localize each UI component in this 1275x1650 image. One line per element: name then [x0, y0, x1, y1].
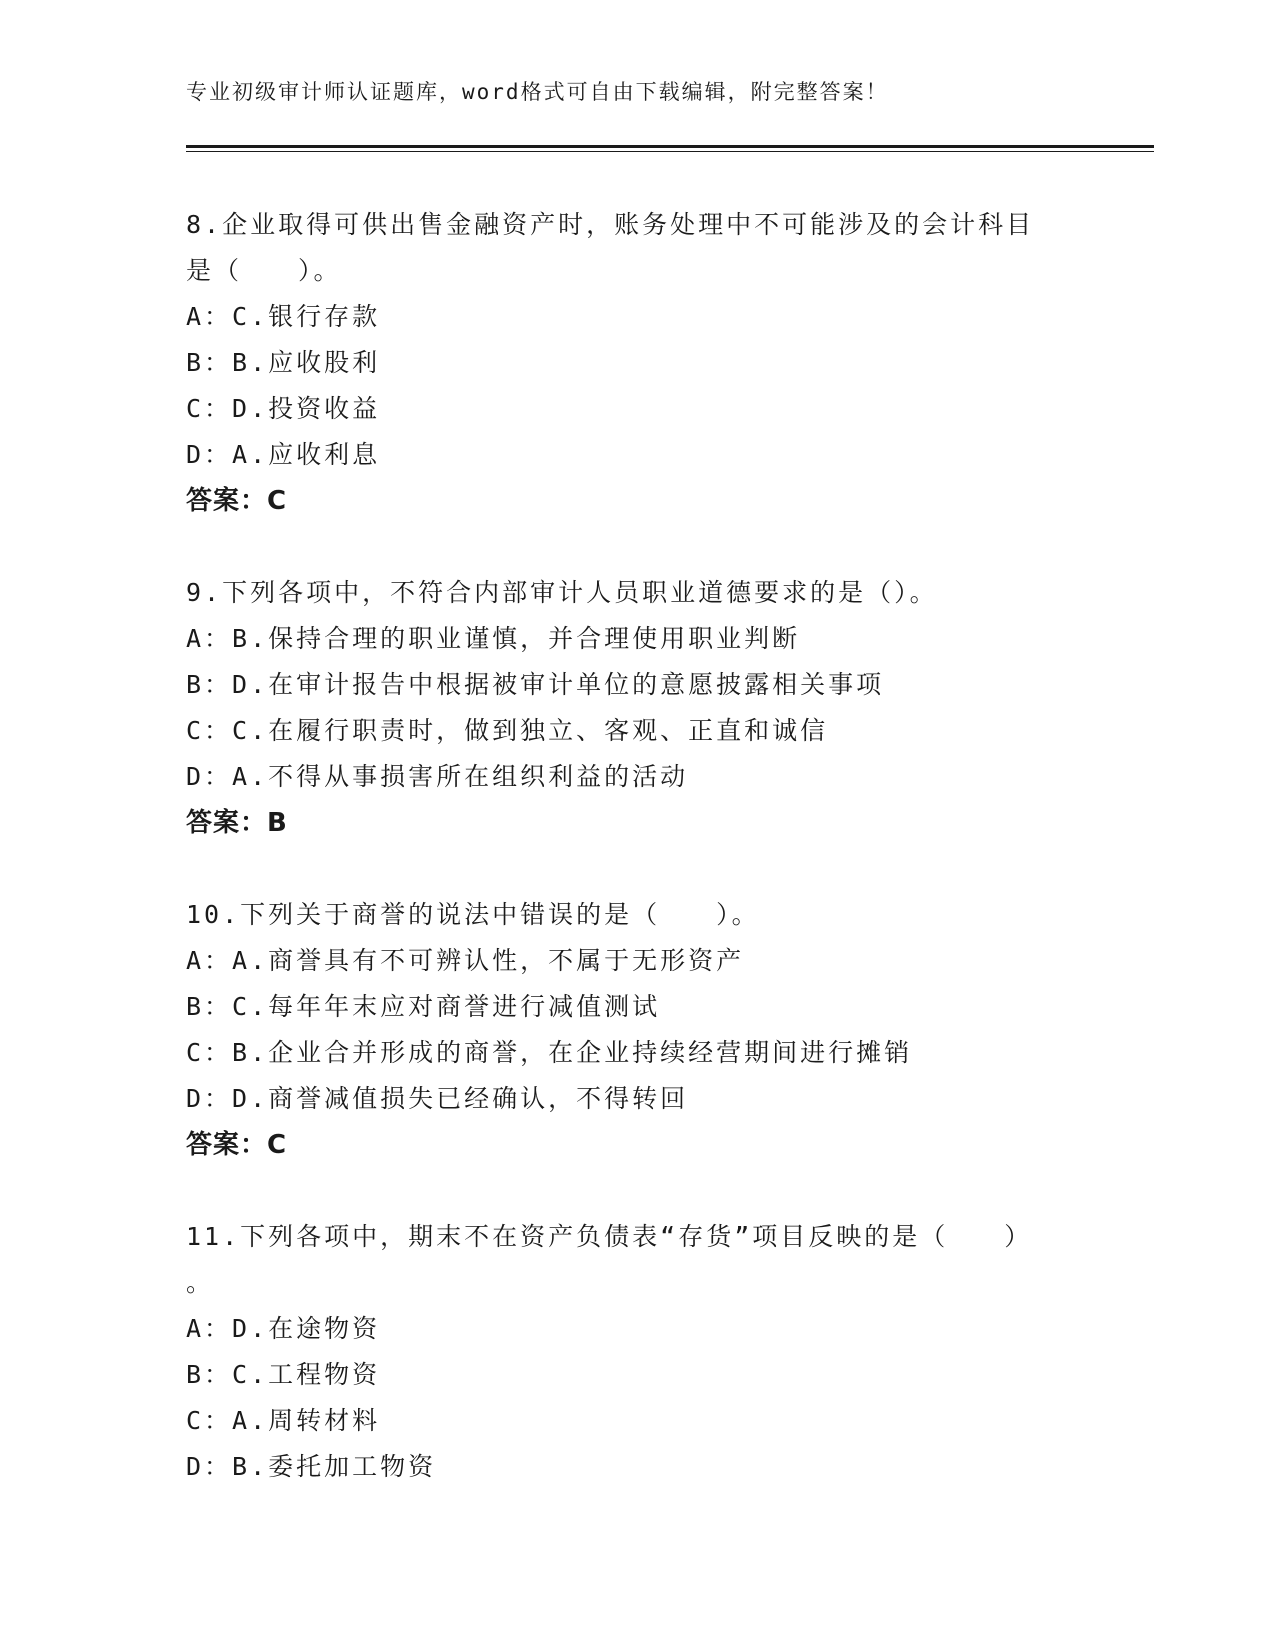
- option-c: C：C.在履行职责时，做到独立、客观、正直和诚信: [186, 716, 829, 745]
- option-c: C：A.周转材料: [186, 1406, 381, 1435]
- option-a: A：B.保持合理的职业谨慎，并合理使用职业判断: [186, 624, 801, 653]
- page-header: 专业初级审计师认证题库，word格式可自由下载编辑，附完整答案！: [186, 80, 889, 104]
- question-10: [186, 892, 1086, 1168]
- answer: 答案：C: [186, 486, 288, 516]
- question-text-continued: 是（ ）。: [186, 256, 342, 285]
- option-b: B：B.应收股利: [186, 348, 381, 377]
- option-d: D：D.商誉减值损失已经确认，不得转回: [186, 1084, 689, 1113]
- question-11: [186, 1214, 1086, 1490]
- option-b: B：D.在审计报告中根据被审计单位的意愿披露相关事项: [186, 670, 885, 699]
- option-b: B：C.工程物资: [186, 1360, 381, 1389]
- question-text: 10.下列关于商誉的说法中错误的是（ ）。: [186, 900, 760, 929]
- option-b: B：C.每年年末应对商誉进行减值测试: [186, 992, 661, 1021]
- option-c: C：D.投资收益: [186, 394, 381, 423]
- question-9: [186, 570, 1086, 846]
- option-a: A：A.商誉具有不可辨认性，不属于无形资产: [186, 946, 745, 975]
- option-d: D：B.委托加工物资: [186, 1452, 437, 1481]
- option-a: A：D.在途物资: [186, 1314, 381, 1343]
- answer: 答案：B: [186, 808, 288, 838]
- header-divider-thin: [186, 151, 1154, 152]
- option-a: A：C.银行存款: [186, 302, 381, 331]
- answer: 答案：C: [186, 1130, 288, 1160]
- option-d: D：A.应收利息: [186, 440, 381, 469]
- option-d: D：A.不得从事损害所在组织利益的活动: [186, 762, 689, 791]
- question-text-continued: 。: [186, 1268, 215, 1297]
- option-c: C：B.企业合并形成的商誉，在企业持续经营期间进行摊销: [186, 1038, 913, 1067]
- header-divider-thick: [186, 145, 1154, 148]
- question-text: 9.下列各项中，不符合内部审计人员职业道德要求的是（）。: [186, 578, 938, 607]
- question-text: 11.下列各项中，期末不在资产负债表“存货”项目反映的是（ ）: [186, 1222, 1033, 1251]
- question-8: [186, 202, 1086, 524]
- question-list: [186, 202, 1086, 1490]
- question-text: 8.企业取得可供出售金融资产时，账务处理中不可能涉及的会计科目: [186, 210, 1035, 239]
